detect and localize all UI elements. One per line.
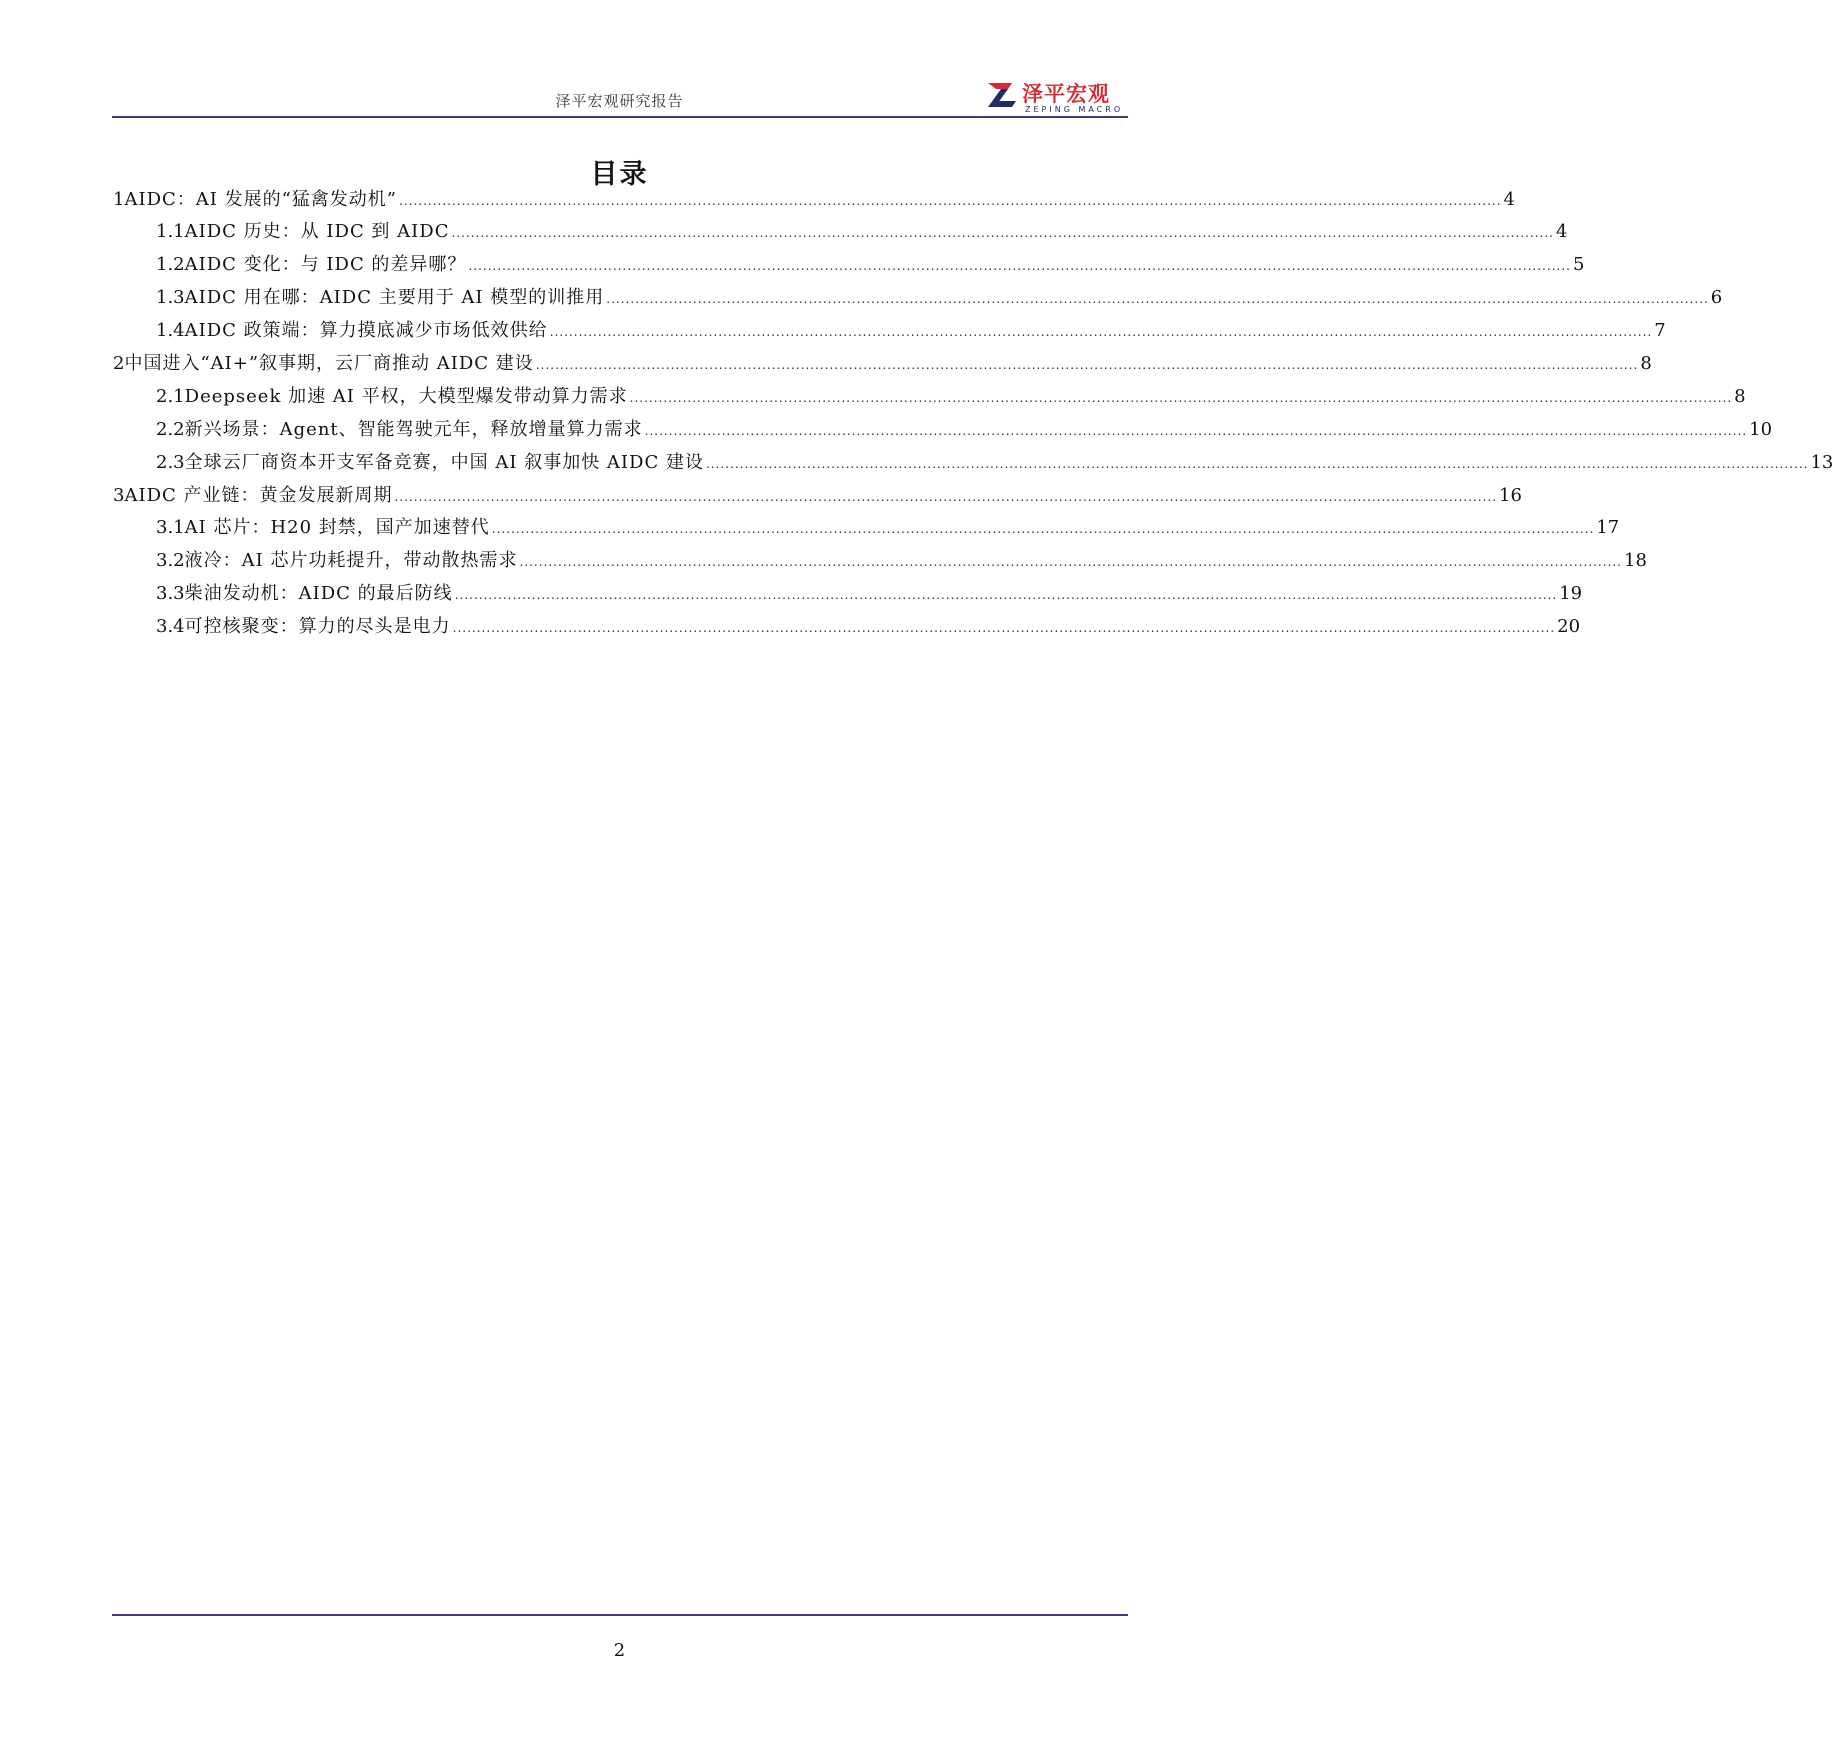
report-header-title: 泽平宏观研究报告 (555, 92, 684, 110)
toc-entry-page: 5 (1572, 254, 1585, 275)
toc-entry-number: 1.1 (156, 221, 185, 242)
toc-entry-3-3[interactable] (156, 579, 1583, 605)
toc-dot-leader: ..................................................................................................................................................................................................................................... (491, 522, 1595, 536)
toc-dot-leader: ..................................................................................................................................................................................................................................... (644, 424, 1748, 438)
toc-entry-page: 6 (1710, 287, 1723, 308)
toc-entry-number: 2.1 (156, 386, 185, 407)
toc-entry-number: 2 (113, 353, 125, 374)
footer-divider (112, 1614, 1128, 1616)
zeping-logo-icon (985, 80, 1019, 110)
toc-dot-leader: ..................................................................................................................................................................................................................................... (549, 325, 1653, 339)
toc-entry-1-2[interactable] (156, 250, 1585, 276)
toc-entry-text: 全球云厂商资本开支军备竞赛，中国 AI 叙事加快 AIDC 建设 (184, 452, 704, 473)
toc-dot-leader: ..................................................................................................................................................................................................................................... (468, 259, 1571, 273)
toc-dot-leader: ..................................................................................................................................................................................................................................... (452, 621, 1556, 635)
toc-dot-leader: ..................................................................................................................................................................................................................................... (629, 391, 1733, 405)
toc-entry-number: 1.4 (156, 320, 185, 341)
toc-entry-1-4[interactable] (156, 316, 1666, 342)
toc-entry-2-2[interactable] (156, 415, 1773, 441)
toc-entry-1-3[interactable] (156, 283, 1723, 309)
toc-entry-text: AIDC 产业链：黄金发展新周期 (124, 485, 393, 506)
toc-entry-page: 13 (1810, 452, 1833, 473)
toc-entry-number: 1.3 (156, 287, 185, 308)
toc-entry-text: Deepseek 加速 AI 平权，大模型爆发带动算力需求 (184, 386, 628, 407)
toc-entry-number: 3.1 (156, 517, 185, 538)
toc-entry-page: 8 (1640, 353, 1652, 374)
toc-entry-number: 3.3 (156, 583, 185, 604)
toc-entry-text: 新兴场景：Agent、智能驾驶元年，释放增量算力需求 (184, 419, 643, 440)
toc-entry-page: 4 (1503, 189, 1515, 210)
toc-entry-number: 1 (113, 189, 125, 210)
toc-dot-leader: ..................................................................................................................................................................................................................................... (535, 358, 1639, 372)
toc-entry-text: AIDC 政策端：算力摸底减少市场低效供给 (184, 320, 548, 341)
toc-entry-page: 4 (1555, 221, 1568, 242)
toc-entry-page: 7 (1654, 320, 1666, 341)
header-divider (112, 116, 1128, 118)
toc-entry-text: AIDC 历史：从 IDC 到 AIDC (184, 221, 450, 242)
toc-entry-page: 17 (1596, 517, 1620, 538)
toc-entry-text: 可控核聚变：算力的尽头是电力 (184, 616, 451, 637)
toc-entry-2-1[interactable] (156, 382, 1746, 408)
zeping-macro-logo (985, 78, 1124, 114)
toc-entry-page: 18 (1624, 550, 1647, 571)
toc-entry-1-1[interactable] (156, 217, 1568, 243)
toc-dot-leader: ..................................................................................................................................................................................................................................... (454, 588, 1558, 602)
toc-entry-page: 16 (1499, 485, 1522, 506)
toc-entry-number: 3.4 (156, 616, 185, 637)
toc-dot-leader: ..................................................................................................................................................................................................................................... (399, 194, 1502, 208)
page-number: 2 (613, 1640, 626, 1661)
toc-entry-3-4[interactable] (156, 612, 1581, 638)
logo-en-text: ZEPING MACRO (1025, 105, 1124, 114)
toc-entry-page: 20 (1557, 616, 1581, 637)
toc-entry-text: AIDC 用在哪：AIDC 主要用于 AI 模型的训推用 (184, 287, 605, 308)
toc-entry-1[interactable] (113, 185, 1515, 211)
toc-entry-text: 柴油发动机：AIDC 的最后防线 (184, 583, 453, 604)
logo-cn-text: 泽平宏观 (1022, 82, 1110, 106)
toc-dot-leader: ..................................................................................................................................................................................................................................... (451, 226, 1554, 240)
toc-dot-leader: ..................................................................................................................................................................................................................................... (394, 490, 1498, 504)
toc-entry-3-1[interactable] (156, 513, 1620, 539)
toc-dot-leader: ..................................................................................................................................................................................................................................... (606, 292, 1709, 306)
toc-entry-2-3[interactable] (156, 448, 1833, 474)
toc-entry-3-2[interactable] (156, 546, 1647, 572)
toc-entry-page: 19 (1559, 583, 1583, 604)
toc-dot-leader: ..................................................................................................................................................................................................................................... (705, 457, 1809, 471)
toc-entry-number: 3 (113, 485, 125, 506)
toc-entry-text: 中国进入“AI+”叙事期，云厂商推动 AIDC 建设 (124, 353, 534, 374)
toc-entry-page: 8 (1734, 386, 1746, 407)
toc-entry-3[interactable] (113, 481, 1522, 507)
toc-entry-text: AI 芯片：H20 封禁，国产加速替代 (184, 517, 490, 538)
toc-entry-number: 2.2 (156, 419, 185, 440)
toc-entry-number: 3.2 (156, 550, 185, 571)
toc-entry-number: 1.2 (156, 254, 185, 275)
toc-entry-text: 液冷：AI 芯片功耗提升，带动散热需求 (184, 550, 518, 571)
toc-entry-text: AIDC 变化：与 IDC 的差异哪？ (184, 254, 467, 275)
toc-entry-number: 2.3 (156, 452, 185, 473)
toc-dot-leader: ..................................................................................................................................................................................................................................... (519, 555, 1622, 569)
toc-entry-page: 10 (1749, 419, 1773, 440)
toc-title: 目录 (590, 159, 649, 190)
toc-entry-text: AIDC：AI 发展的“猛禽发动机” (124, 189, 398, 210)
toc-entry-2[interactable] (113, 349, 1652, 375)
